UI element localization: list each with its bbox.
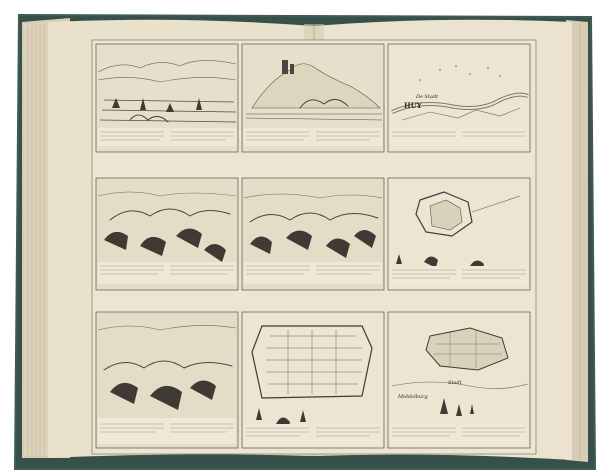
plate-9-map-title: Stadt — [448, 380, 462, 386]
plate-7-battle-with-rider — [96, 312, 238, 448]
plate-3-map-name: HUY — [404, 101, 422, 110]
plate-9-map-middelburg — [388, 312, 530, 448]
plate-6-fortress-plan — [388, 178, 530, 290]
plate-2-hilltop-town — [242, 44, 384, 152]
plate-1-battle-scene — [96, 44, 238, 152]
plate-5-battle-field — [242, 178, 384, 290]
plate-8-city-plan — [242, 312, 384, 448]
plate-9-map-name: Middelburg — [398, 394, 428, 400]
plate-3-map-title: De Stadt — [416, 94, 439, 100]
plate-3-map-huy — [388, 44, 530, 152]
plate-4-cavalry-battle — [96, 178, 238, 290]
